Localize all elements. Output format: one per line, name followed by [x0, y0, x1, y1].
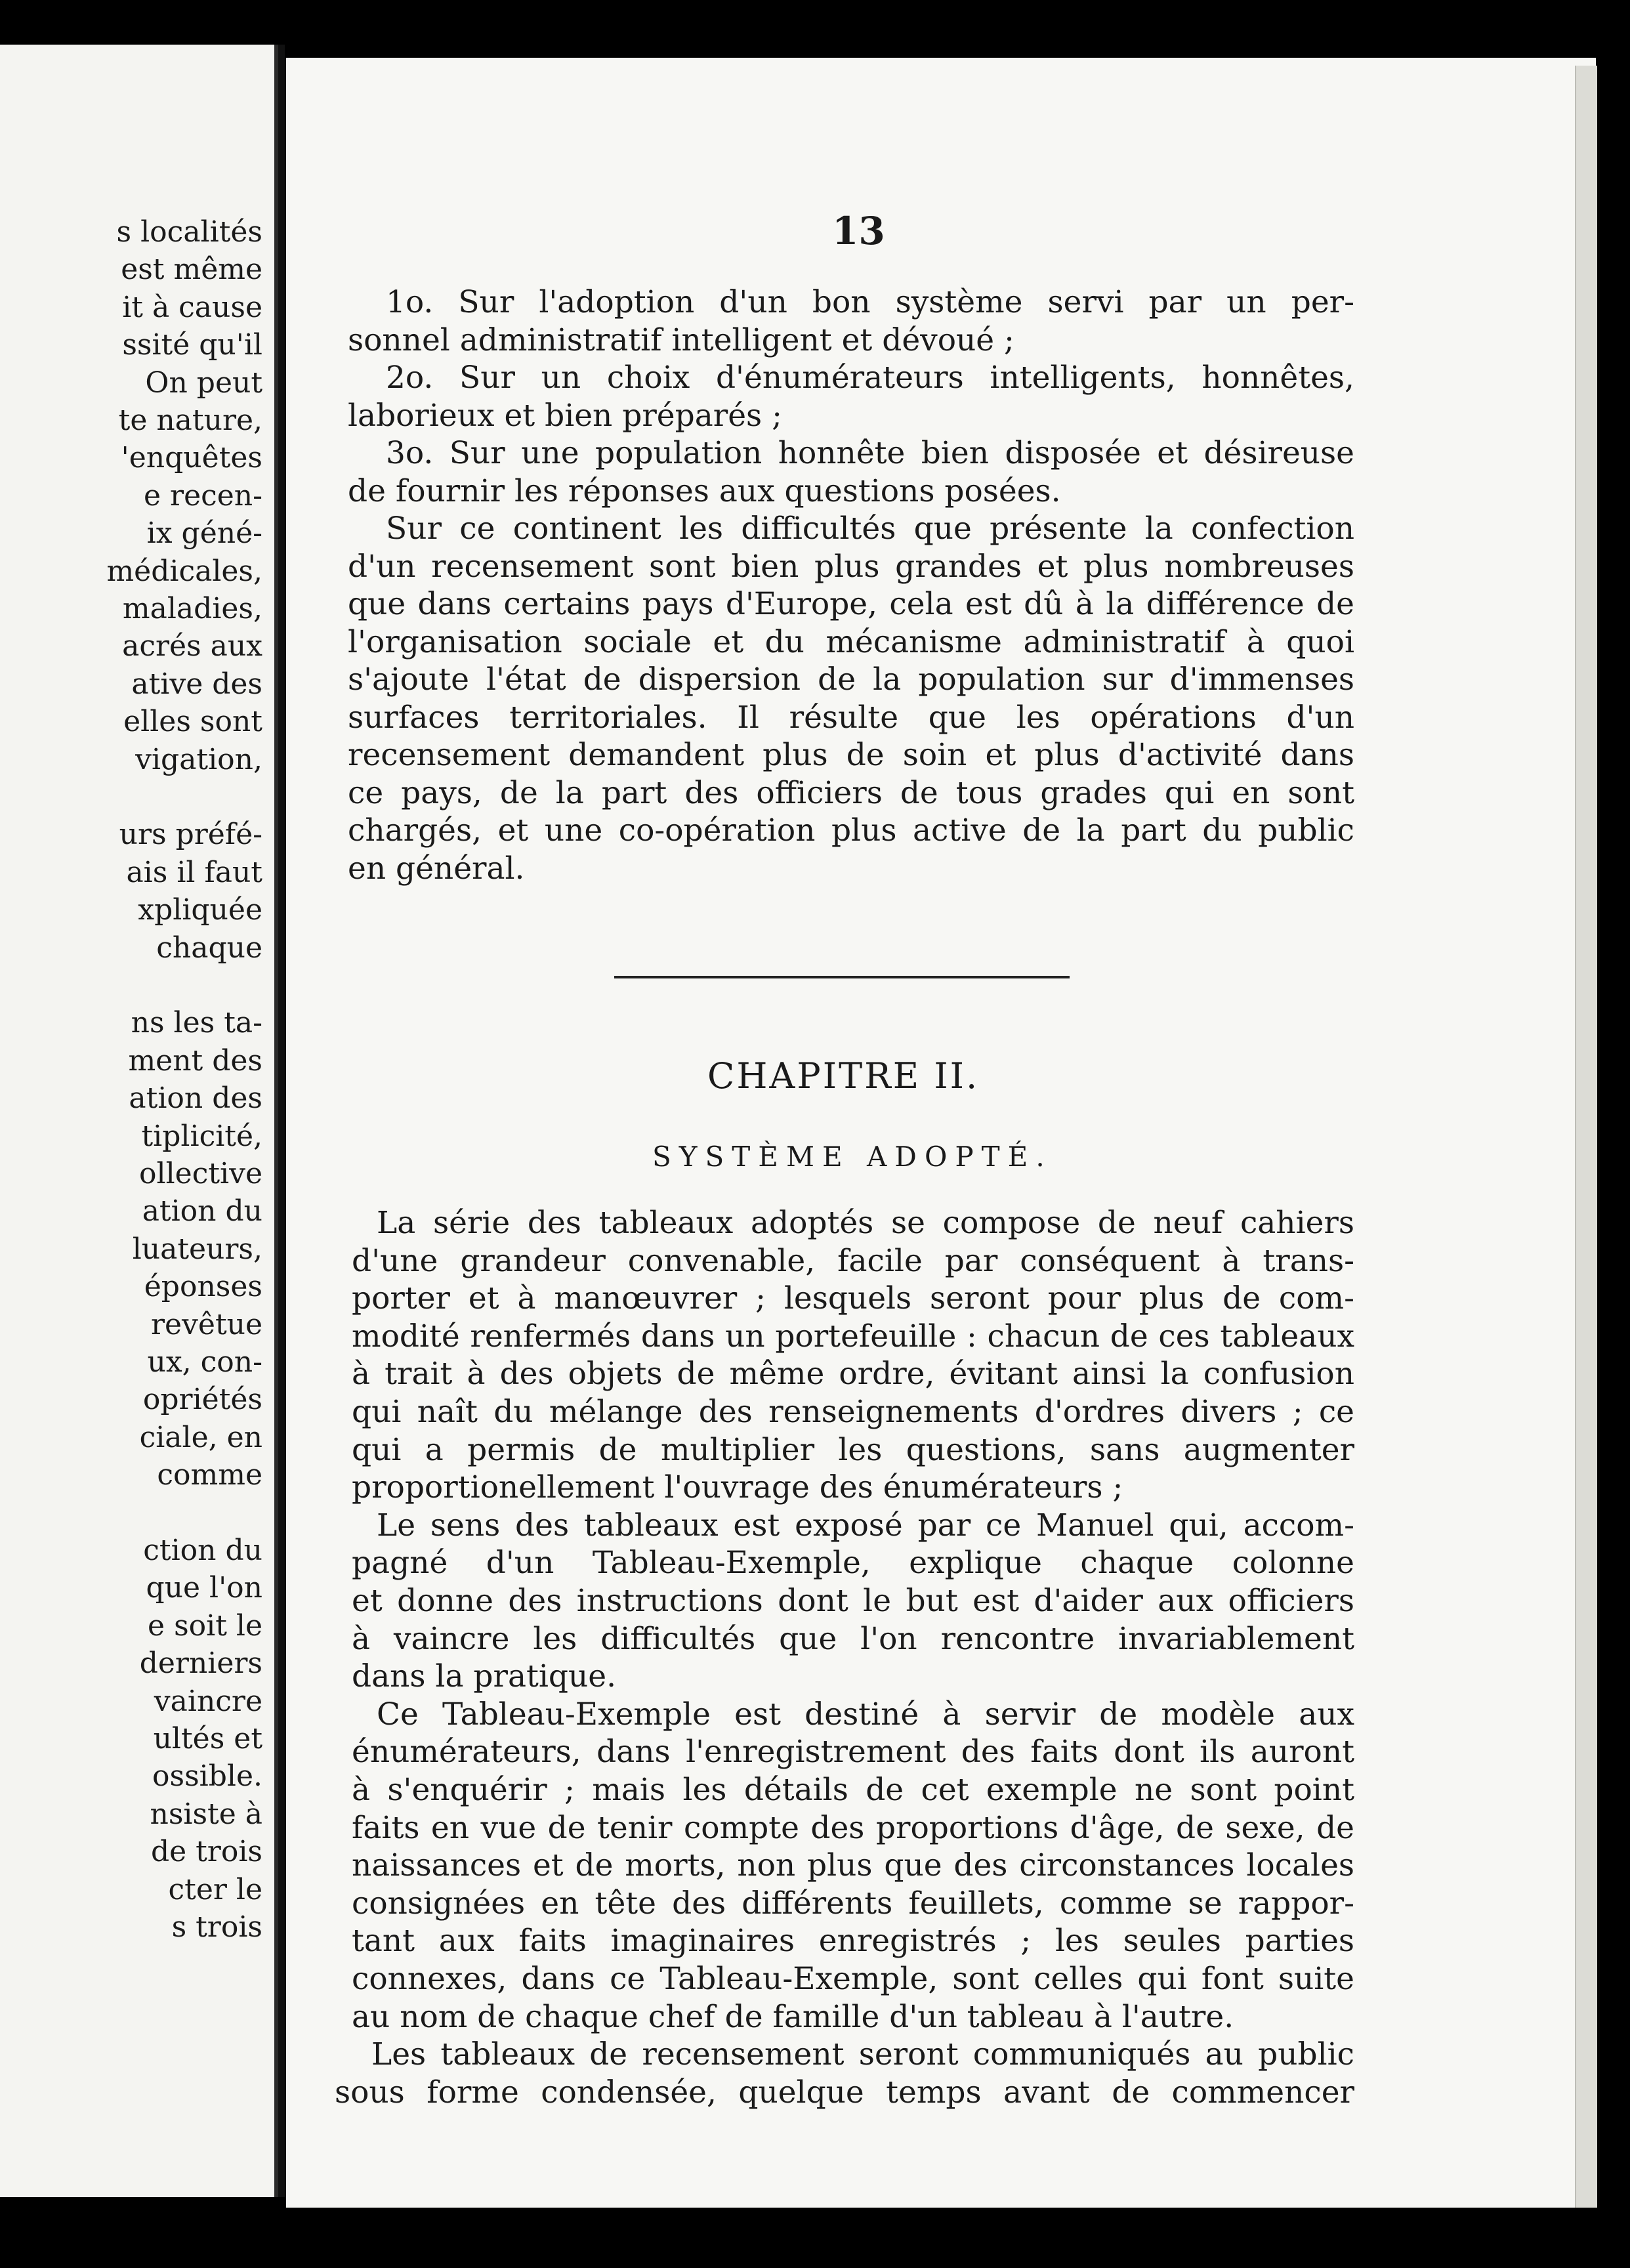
left-page-line: On peut: [145, 366, 262, 400]
text-line: énumérateurs, dans l'enregistrement des faits dont ils auront: [352, 1734, 1354, 1771]
text-line: Les tableaux de recensement seront communiqués au public: [371, 2036, 1354, 2073]
text-line: au nom de chaque chef de famille d'un tableau à l'autre.: [352, 1998, 1234, 2035]
text-line: à s'enquérir ; mais les détails de cet exemple ne sont point: [352, 1772, 1354, 1808]
left-page-line: acrés aux: [122, 629, 262, 663]
left-page-line: éponses: [144, 1270, 262, 1304]
text-line: faits en vue de tenir compte des proportions d'âge, de sexe, de: [352, 1809, 1354, 1846]
left-page-line: ssité qu'il: [122, 328, 262, 362]
text-line: recensement demandent plus de soin et plus d'activité dans: [348, 737, 1354, 773]
text-line: 1o. Sur l'adoption d'un bon système servi par un per-: [386, 284, 1354, 320]
text-line: de fournir les réponses aux questions posées.: [348, 472, 1061, 509]
text-line: naissances et de morts, non plus que des circonstances locales: [352, 1847, 1354, 1884]
text-line: s'ajoute l'état de dispersion de la population sur d'immenses: [348, 662, 1354, 698]
left-page-line: luateurs,: [132, 1232, 262, 1266]
left-page-line: tiplicité,: [141, 1119, 262, 1153]
left-page-line: ix géné-: [146, 516, 262, 551]
left-page-line: xpliquée: [138, 893, 262, 927]
left-page-line: revêtue: [150, 1307, 262, 1341]
left-page-line: vigation,: [135, 742, 262, 776]
text-line: connexes, dans ce Tableau-Exemple, sont celles qui font suite: [352, 1961, 1354, 1997]
left-page-line: ais il faut: [126, 855, 262, 889]
left-page-line: ciale, en: [139, 1420, 262, 1454]
left-page-line: 'enquêtes: [121, 441, 262, 475]
text-line: sous forme condensée, quelque temps avant de commencer: [335, 2074, 1354, 2110]
left-page-line: s trois: [171, 1910, 262, 1944]
left-page-line: it à cause: [122, 290, 262, 324]
text-line: La série des tableaux adoptés se compose de neuf cahiers: [377, 1205, 1354, 1241]
text-line: sonnel administratif intelligent et dévoué ;: [348, 322, 1014, 358]
text-line: Sur ce continent les difficultés que présente la confection: [386, 511, 1354, 547]
left-page-line: vaincre: [154, 1684, 262, 1718]
left-page-line: de trois: [150, 1835, 262, 1869]
left-page-line: cter le: [168, 1872, 262, 1906]
left-page-line: ation du: [142, 1194, 262, 1228]
text-line: que dans certains pays d'Europe, cela est dû à la différence de: [348, 586, 1354, 622]
chapter-title: CHAPITRE II.: [707, 1055, 980, 1097]
text-line: chargés, et une co-opération plus active de la part du public: [348, 812, 1354, 849]
left-page-line: ux, con-: [147, 1345, 262, 1379]
chapter-subtitle: SYSTÈME ADOPTÉ.: [652, 1141, 1053, 1173]
left-page-line: que l'on: [146, 1571, 262, 1605]
left-page-line: e recen-: [144, 478, 262, 513]
text-line: 2o. Sur un choix d'énumérateurs intelligents, honnêtes,: [386, 360, 1354, 396]
left-page-line: ment des: [128, 1043, 262, 1078]
text-line: qui a permis de multiplier les questions, sans augmenter: [352, 1431, 1354, 1468]
text-line: laborieux et bien préparés ;: [348, 397, 782, 434]
left-page-line: ction du: [143, 1534, 262, 1567]
text-line: 3o. Sur une population honnête bien disposée et désireuse: [386, 435, 1354, 471]
left-page-line: urs préfé-: [119, 818, 262, 852]
text-line: d'un recensement sont bien plus grandes et plus nombreuses: [348, 548, 1354, 585]
text-line: modité renfermés dans un portefeuille : chacun de ces tableaux: [352, 1318, 1354, 1354]
text-line: d'une grandeur convenable, facile par conséquent à trans-: [352, 1242, 1354, 1279]
text-line: proportionellement l'ouvrage des énumérateurs ;: [352, 1469, 1123, 1506]
book-gutter: [278, 45, 285, 2197]
text-line: à vaincre les difficultés que l'on rencontre invariablement: [352, 1620, 1354, 1657]
text-line: Le sens des tableaux est exposé par ce Manuel qui, accom-: [377, 1507, 1354, 1544]
left-page-line: ation des: [129, 1082, 262, 1116]
left-page-line: comme: [157, 1458, 262, 1492]
left-page-line: opriétés: [142, 1383, 262, 1417]
text-line: et donne des instructions dont le but est d'aider aux officiers: [352, 1583, 1354, 1619]
left-page-line: chaque: [156, 931, 262, 965]
text-line: ce pays, de la part des officiers de tous grades qui en sont: [348, 774, 1354, 811]
left-page-line: derniers: [139, 1647, 262, 1681]
left-page-fragment: [0, 45, 278, 2197]
left-page-line: ns les ta-: [131, 1006, 262, 1040]
page-edge: [1575, 66, 1597, 2208]
left-page-line: ossible.: [152, 1759, 262, 1794]
left-page-line: ollective: [139, 1157, 262, 1190]
text-line: porter et à manœuvrer ; lesquels seront pour plus de com-: [352, 1280, 1354, 1317]
left-page-line: te nature,: [118, 404, 262, 437]
left-page-line: ative des: [131, 667, 262, 701]
text-line: tant aux faits imaginaires enregistrés ; les seules parties: [352, 1923, 1354, 1960]
left-page-line: médicales,: [106, 554, 262, 588]
section-divider: [614, 976, 1070, 978]
left-page-line: maladies,: [122, 592, 262, 625]
text-line: à trait à des objets de même ordre, évitant ainsi la confusion: [352, 1356, 1354, 1393]
text-line: dans la pratique.: [352, 1658, 617, 1695]
text-line: l'organisation sociale et du mécanisme administratif à quoi: [348, 623, 1354, 660]
left-page-line: elles sont: [123, 705, 262, 739]
left-page-line: e soit le: [148, 1608, 262, 1643]
left-page-line: ultés et: [153, 1722, 262, 1755]
page-number: 13: [832, 209, 885, 253]
text-line: pagné d'un Tableau-Exemple, explique chaque colonne: [352, 1545, 1354, 1582]
text-line: qui naît du mélange des renseignements d'ordres divers ; ce: [352, 1394, 1354, 1430]
text-line: surfaces territoriales. Il résulte que les opérations d'un: [348, 699, 1354, 736]
left-page-line: est même: [121, 253, 262, 287]
text-line: consignées en tête des différents feuillets, comme se rappor-: [352, 1885, 1354, 1922]
left-page-line: nsiste à: [150, 1797, 262, 1831]
text-line: Ce Tableau-Exemple est destiné à servir de modèle aux: [377, 1696, 1354, 1732]
left-page-line: s localités: [116, 215, 262, 249]
text-line: en général.: [348, 850, 525, 887]
